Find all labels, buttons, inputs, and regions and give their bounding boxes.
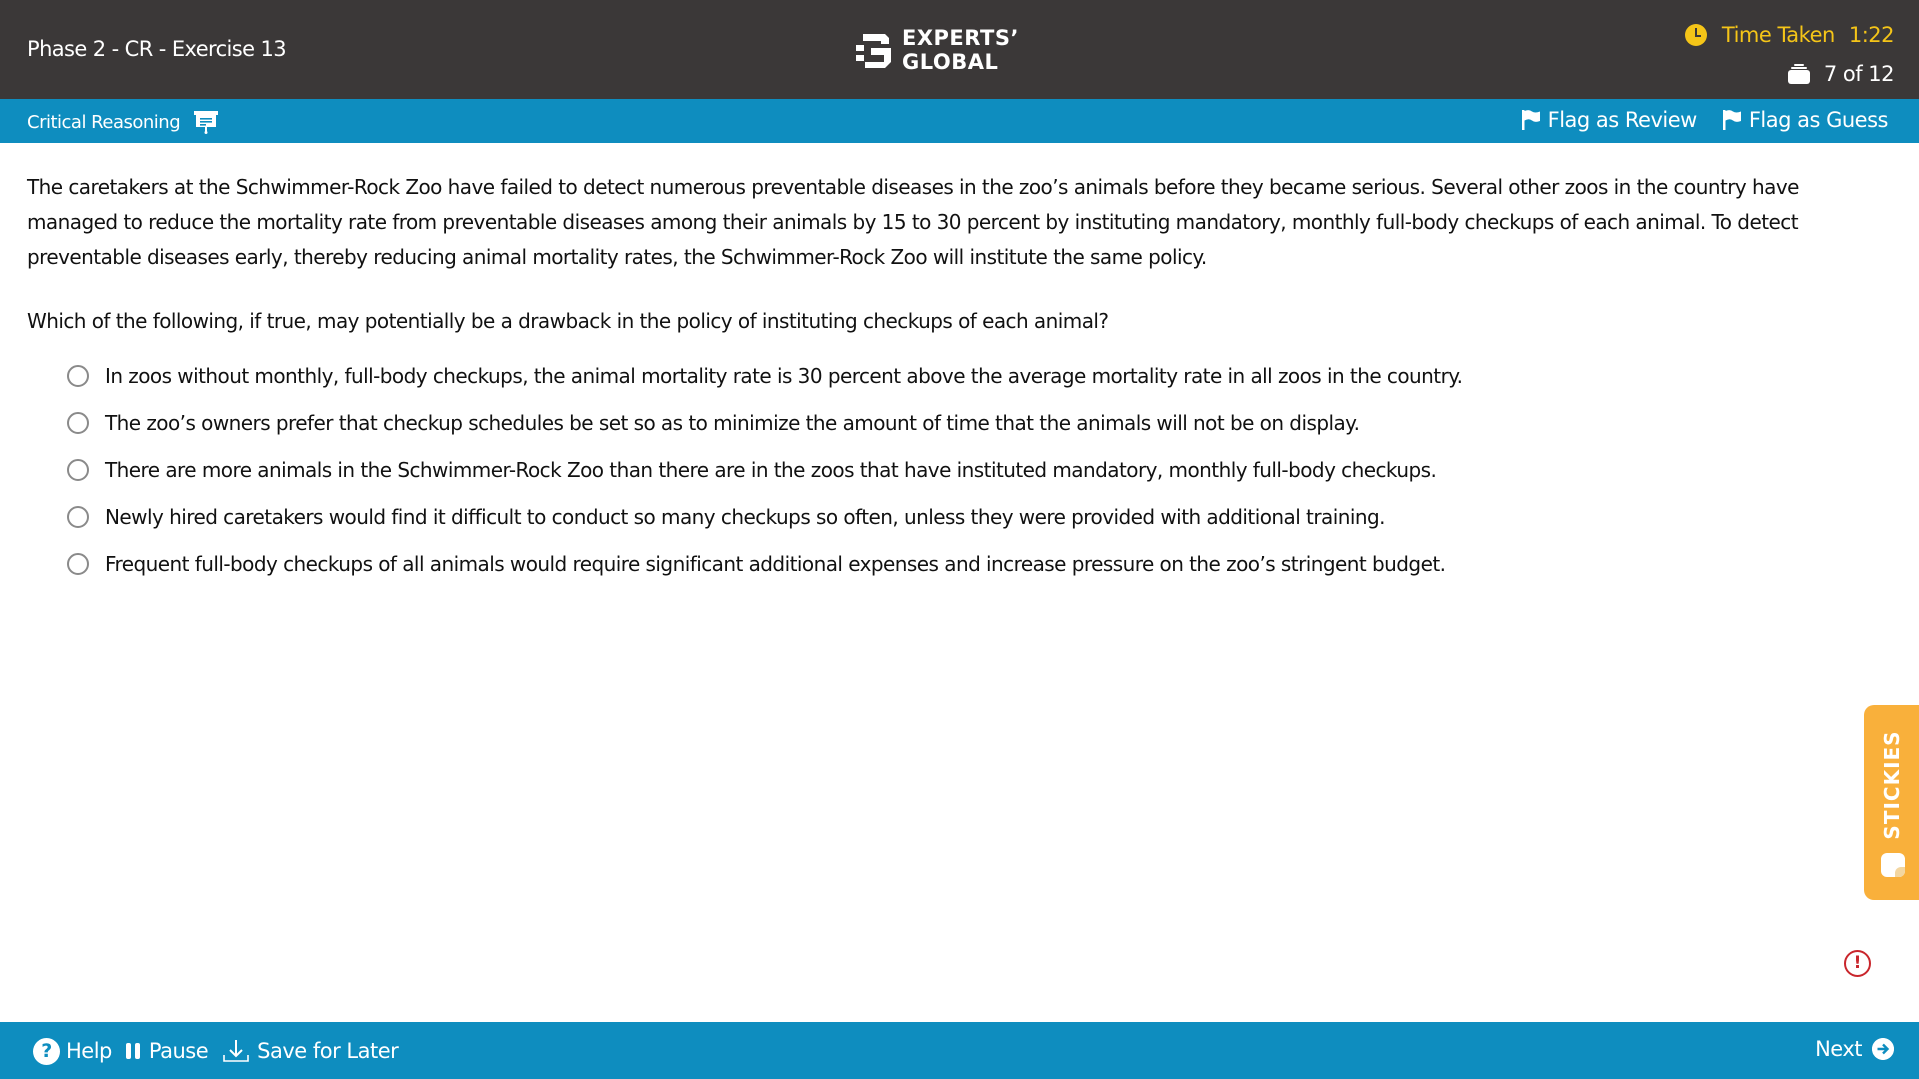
bottom-toolbar — [0, 1022, 1919, 1079]
help-label: Help — [66, 1039, 112, 1063]
question-passage: The caretakers at the Schwimmer-Rock Zoo have failed to detect numerous preventable diseases in the zoo’s animals before they became serious. Several other zoos in the country have managed to reduce the mortality rate from preventable diseases among their animals by 15 to 30 percent by instituting mandatory, monthly full-body checkups of each animal. To detect preventable diseases early, thereby reducing animal mortality rates, the Schwimmer-Rock Zoo will institute the same policy. — [27, 175, 1799, 269]
question-stack-icon — [1788, 64, 1810, 84]
answer-choice-text: Newly hired caretakers would find it difficult to conduct so many checkups so often, unless they were provided with additional training. — [105, 504, 1385, 529]
next-label: Next — [1815, 1037, 1862, 1061]
presentation-board-icon[interactable] — [194, 110, 218, 134]
answer-choice-b[interactable] — [27, 399, 1857, 446]
pause-icon — [126, 1043, 140, 1059]
answer-choice-text: Frequent full-body checkups of all animals would require significant additional expenses and increase pressure on the zoo’s stringent budget. — [105, 551, 1446, 576]
answer-choice-text: In zoos without monthly, full-body checkups, the animal mortality rate is 30 percent above the average mortality rate in all zoos in the country. — [105, 363, 1463, 388]
logo-line-1: EXPERTS’ — [902, 26, 1019, 50]
report-error-icon[interactable]: ! — [1844, 950, 1871, 977]
help-button[interactable] — [33, 1038, 112, 1065]
flag-as-guess-label: Flag as Guess — [1748, 108, 1888, 132]
radio-button[interactable] — [67, 412, 89, 434]
logo-g-icon — [855, 28, 893, 72]
help-icon: ? — [33, 1038, 60, 1065]
next-button[interactable] — [1815, 1037, 1894, 1061]
stickies-tab[interactable] — [1864, 705, 1919, 900]
question-content — [27, 170, 1857, 587]
question-counter-text: 7 of 12 — [1823, 62, 1894, 86]
time-taken-label: Time Taken — [1721, 23, 1835, 47]
answer-choice-a[interactable] — [27, 352, 1857, 399]
radio-button[interactable] — [67, 553, 89, 575]
pause-label: Pause — [148, 1039, 209, 1063]
flag-as-guess-button[interactable] — [1723, 108, 1888, 132]
clock-icon — [1685, 24, 1707, 46]
save-for-later-label: Save for Later — [257, 1039, 399, 1063]
flag-as-review-label: Flag as Review — [1547, 108, 1697, 132]
bottom-left-actions — [33, 1037, 412, 1065]
download-icon — [222, 1037, 250, 1065]
pause-button[interactable] — [126, 1039, 208, 1063]
stickies-label: STICKIES — [1880, 730, 1904, 840]
sticky-note-icon — [1881, 853, 1905, 877]
radio-button[interactable] — [67, 459, 89, 481]
question-stem: Which of the following, if true, may potentially be a drawback in the policy of instituting checkups of each animal? — [27, 309, 1109, 333]
radio-button[interactable] — [67, 506, 89, 528]
question-counter — [1788, 62, 1894, 86]
arrow-right-icon — [1872, 1038, 1894, 1060]
answer-choices — [27, 352, 1857, 587]
exercise-title: Phase 2 - CR - Exercise 13 — [27, 37, 287, 61]
save-for-later-button[interactable] — [222, 1037, 398, 1065]
section-label-group — [27, 110, 218, 134]
logo-line-2: GLOBAL — [902, 50, 999, 74]
answer-choice-d[interactable] — [27, 493, 1857, 540]
experts-global-logo — [855, 26, 1019, 74]
top-header — [0, 0, 1919, 99]
flag-icon — [1522, 110, 1540, 130]
flag-icon — [1723, 110, 1741, 130]
section-bar — [0, 99, 1919, 143]
radio-button[interactable] — [67, 365, 89, 387]
flag-actions — [1496, 108, 1888, 132]
time-taken-value: 1:22 — [1848, 23, 1894, 47]
section-label: Critical Reasoning — [27, 111, 181, 133]
time-taken — [1685, 23, 1894, 47]
answer-choice-c[interactable] — [27, 446, 1857, 493]
logo-text — [902, 26, 1019, 74]
answer-choice-e[interactable] — [27, 540, 1857, 587]
answer-choice-text: The zoo’s owners prefer that checkup schedules be set so as to minimize the amount of time that the animals will not be on display. — [105, 410, 1360, 435]
flag-as-review-button[interactable] — [1522, 108, 1697, 132]
answer-choice-text: There are more animals in the Schwimmer-Rock Zoo than there are in the zoos that have instituted mandatory, monthly full-body checkups. — [105, 457, 1437, 482]
